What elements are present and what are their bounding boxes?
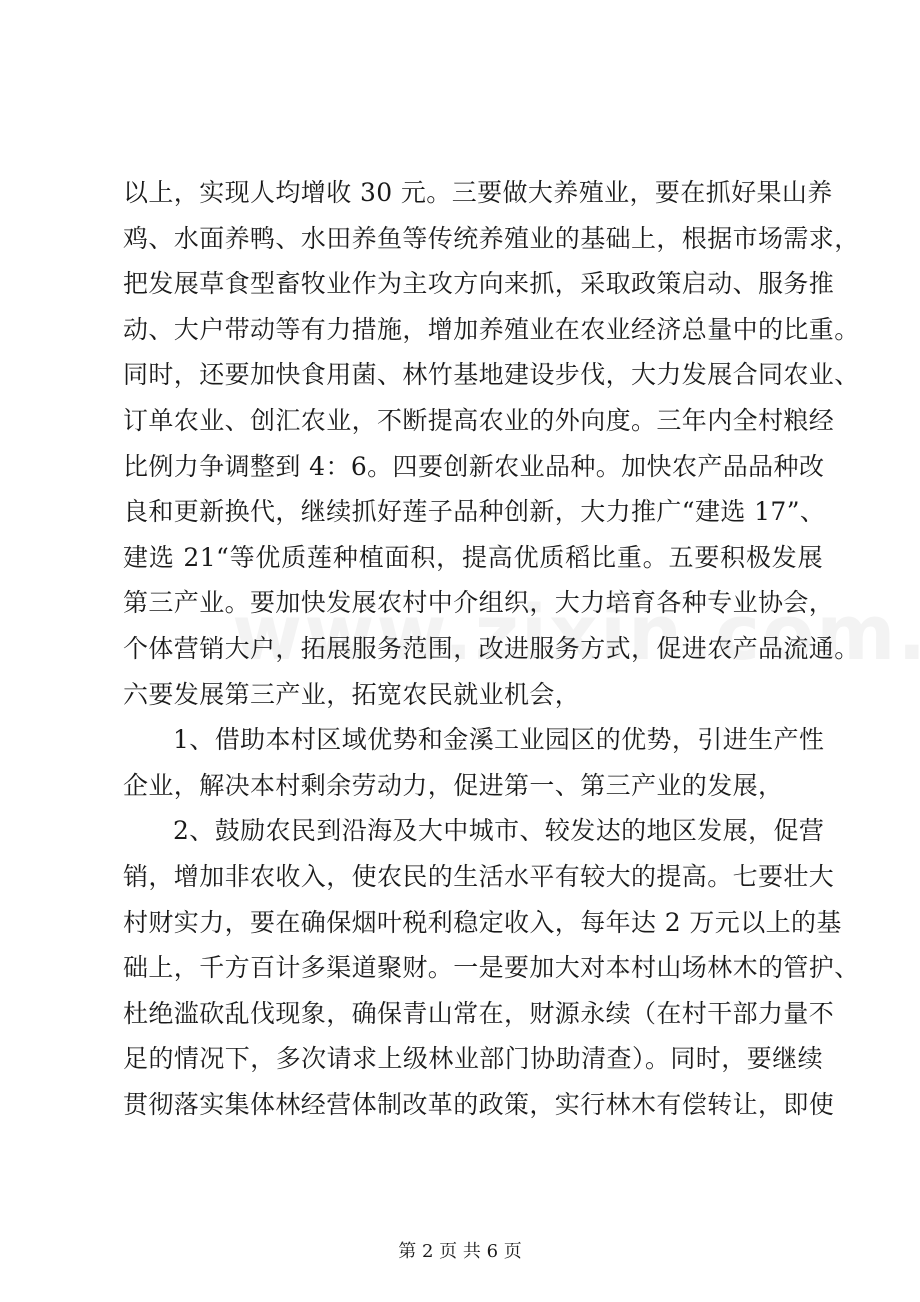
text-line-18: 础上，千方百计多渠道聚财。一是要加大对本村山场林木的管护、 bbox=[123, 953, 860, 983]
body-text bbox=[123, 170, 860, 1127]
text-line-6: 订单农业、创汇农业，不断提高农业的外向度。三年内全村粮经 bbox=[123, 405, 835, 435]
text-line-14: 企业，解决本村剩余劳动力，促进第一、第三产业的发展， bbox=[123, 770, 784, 800]
text-line-19: 杜绝滥砍乱伐现象，确保青山常在，财源永续（在村干部力量不 bbox=[123, 998, 835, 1028]
text-line-4: 动、大户带动等有力措施，增加养殖业在农业经济总量中的比重。 bbox=[123, 314, 860, 344]
text-line-9: 建选 21“等优质莲种植面积，提高优质稻比重。五要积极发展 bbox=[123, 542, 823, 572]
text-line-12: 六要发展第三产业，拓宽农民就业机会， bbox=[123, 679, 581, 709]
page-footer bbox=[0, 1237, 920, 1263]
text-line-20: 足的情况下，多次请求上级林业部门协助清查）。同时，要继续 bbox=[123, 1044, 823, 1074]
page-number-label: 第 2 页 共 6 页 bbox=[398, 1241, 522, 1262]
text-line-16: 销，增加非农收入，使农民的生活水平有较大的提高。七要壮大 bbox=[123, 861, 835, 891]
text-line-1: 以上，实现人均增收 30 元。三要做大养殖业，要在抓好果山养 bbox=[123, 178, 833, 207]
text-line-17: 村财实力，要在确保烟叶税利稳定收入，每年达 2 万元以上的基 bbox=[123, 907, 842, 937]
text-line-8: 良和更新换代，继续抓好莲子品种创新，大力推广“建选 17”、 bbox=[123, 497, 826, 527]
text-line-2: 鸡、水面养鸭、水田养鱼等传统养殖业的基础上，根据市场需求， bbox=[123, 223, 860, 253]
text-line-11: 个体营销大户，拓展服务范围，改进服务方式，促进农产品流通。 bbox=[123, 633, 860, 663]
text-line-10: 第三产业。要加快发展农村中介组织，大力培育各种专业协会， bbox=[123, 588, 835, 618]
text-line-21: 贯彻落实集体林经营体制改革的政策，实行林木有偿转让，即使 bbox=[123, 1089, 835, 1119]
text-line-3: 把发展草食型畜牧业作为主攻方向来抓，采取政策启动、服务推 bbox=[123, 269, 835, 299]
text-line-5: 同时，还要加快食用菌、林竹基地建设步伐，大力发展合同农业、 bbox=[123, 360, 860, 390]
text-line-15: 2、鼓励农民到沿海及大中城市、较发达的地区发展，促营 bbox=[173, 816, 825, 846]
text-line-7: 比例力争调整到 4：6。四要创新农业品种。加快农产品品种改 bbox=[123, 451, 825, 481]
text-line-13: 1、借助本村区域优势和金溪工业园区的优势，引进生产性 bbox=[173, 725, 825, 755]
